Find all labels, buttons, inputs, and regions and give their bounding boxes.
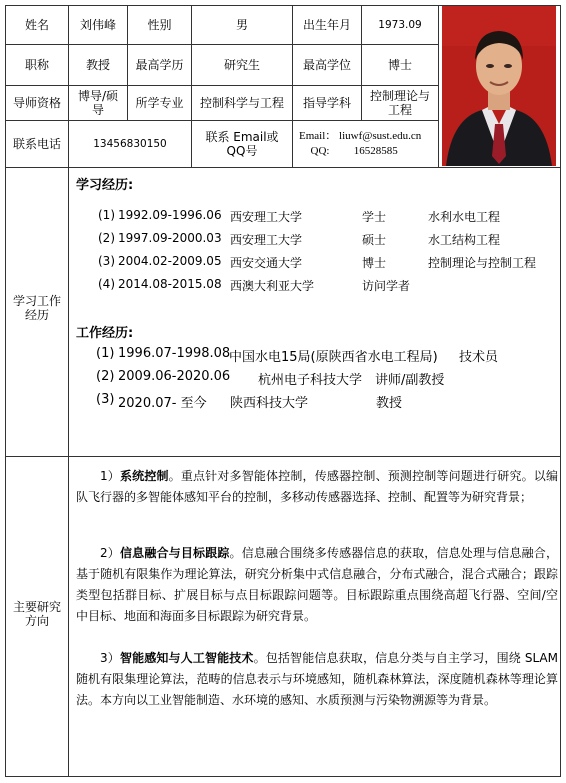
work-idx: (3) <box>96 392 115 407</box>
row-divider <box>5 456 561 457</box>
research-text: 。包括智能信息获取，信息分类与自主学习，围绕 SLAM 随机有限集理论算法，范畴的信息表示与环境感知，随机森林算法，深度随机森林等理论算法。本方向以工业智能制造、水环境的感知、水质预测与污染物溯源等为背景。 <box>76 651 558 707</box>
work-role: 教授 <box>376 396 403 411</box>
research-item <box>76 466 558 508</box>
major-value: 控制科学与工程 <box>199 96 284 110</box>
work-org: 杭州电子科技大学 <box>258 373 363 388</box>
research-item <box>76 543 558 627</box>
birth-value: 1973.09 <box>378 19 422 31</box>
email-value: liuwf@sust.edu.cn <box>339 130 422 142</box>
subject-value: 控制理论与工程 <box>369 89 430 117</box>
study-period: 1997.09-2000.03 <box>118 231 222 245</box>
research-section-label: 主要研究方向 <box>12 600 61 628</box>
table-border-right <box>560 5 561 777</box>
research-heading: 信息融合与目标跟踪 <box>119 546 230 560</box>
research-prefix: 1） <box>100 469 120 483</box>
research-prefix: 3） <box>100 651 120 665</box>
birth-label: 出生年月 <box>302 18 351 32</box>
study-idx: (3) <box>98 254 115 268</box>
qq-value: 16528585 <box>353 145 398 157</box>
qq-line <box>299 144 398 159</box>
study-major: 控制理论与控制工程 <box>428 256 537 270</box>
degree-label: 最高学位 <box>302 58 351 72</box>
title-value: 教授 <box>85 58 110 72</box>
research-prefix: 2） <box>100 546 120 560</box>
work-title: 工作经历: <box>76 326 134 341</box>
research-text: 。信息融合围绕多传感器信息的获取，信息处理与信息融合，基于随机有限集作为理论算法，研究分析集中式信息融合，分布式融合，混合式融合；跟踪类型包括群目标、扩展目标与点目标跟踪问题等。目标跟踪重点围绕高超飞行器、空间/空中目标、地面和海面多目标跟踪为研究背景。 <box>76 546 558 623</box>
study-degree: 访问学者 <box>362 279 411 293</box>
research-heading: 智能感知与人工智能技术 <box>119 651 254 665</box>
study-major: 水利水电工程 <box>428 210 501 224</box>
study-idx: (1) <box>98 208 115 222</box>
name-value: 刘伟峰 <box>79 18 116 32</box>
title-label: 职称 <box>24 58 49 72</box>
supervisor-label: 导师资格 <box>12 96 61 110</box>
study-period: 2004.02-2009.05 <box>118 254 222 268</box>
work-period: 1996.07-1998.08 <box>118 346 231 361</box>
study-degree: 博士 <box>362 256 387 270</box>
name-label: 姓名 <box>24 18 49 32</box>
research-text: 。重点针对多智能体控制，传感器控制、预测控制等问题进行研究。以编队飞行器的多智能体感知平台的控制，多移动传感器选择、控制、配置等为研究背景； <box>76 469 558 504</box>
phone-value: 13456830150 <box>93 138 167 150</box>
email-line <box>299 129 421 144</box>
study-school: 西澳大利亚大学 <box>230 279 315 293</box>
study-school: 西安理工大学 <box>230 233 303 247</box>
work-role: 讲师/副教授 <box>375 373 445 388</box>
work-idx: (1) <box>96 346 115 361</box>
portrait-photo <box>442 6 556 166</box>
work-period: 2009.06-2020.06 <box>118 369 231 384</box>
work-idx: (2) <box>96 369 115 384</box>
study-title: 学习经历: <box>76 178 134 193</box>
study-school: 西安交通大学 <box>230 256 303 270</box>
work-role: 技术员 <box>459 350 499 365</box>
gender-label: 性别 <box>147 18 172 32</box>
work-org: 中国水电15局(原陕西省水电工程局) <box>229 350 438 365</box>
phone-label: 联系电话 <box>12 137 61 151</box>
subject-label: 指导学科 <box>302 96 351 110</box>
research-item <box>76 648 558 711</box>
row-divider <box>5 167 561 168</box>
contact-label: 联系 Email或 QQ号 <box>205 130 279 158</box>
work-org: 陕西科技大学 <box>230 396 309 411</box>
col-divider <box>438 5 439 168</box>
study-degree: 学士 <box>362 210 387 224</box>
email-label: Email： <box>299 130 337 142</box>
supervisor-value: 博导/硕导 <box>77 89 119 117</box>
study-school: 西安理工大学 <box>230 210 303 224</box>
work-period: 2020.07- 至今 <box>118 396 207 411</box>
degree-value: 博士 <box>387 58 412 72</box>
study-degree: 硕士 <box>362 233 387 247</box>
study-major: 水工结构工程 <box>428 233 501 247</box>
research-heading: 系统控制 <box>119 469 169 483</box>
experience-section-label: 学习工作经历 <box>12 294 61 322</box>
edu-value: 研究生 <box>223 58 260 72</box>
study-period: 2014.08-2015.08 <box>118 277 222 291</box>
study-idx: (4) <box>98 277 115 291</box>
contact-value <box>293 121 438 167</box>
major-label: 所学专业 <box>135 96 184 110</box>
study-idx: (2) <box>98 231 115 245</box>
qq-label: QQ: <box>310 145 330 157</box>
study-period: 1992.09-1996.06 <box>118 208 222 222</box>
gender-value: 男 <box>235 18 248 32</box>
table-border-bottom <box>5 776 561 777</box>
edu-label: 最高学历 <box>135 58 184 72</box>
